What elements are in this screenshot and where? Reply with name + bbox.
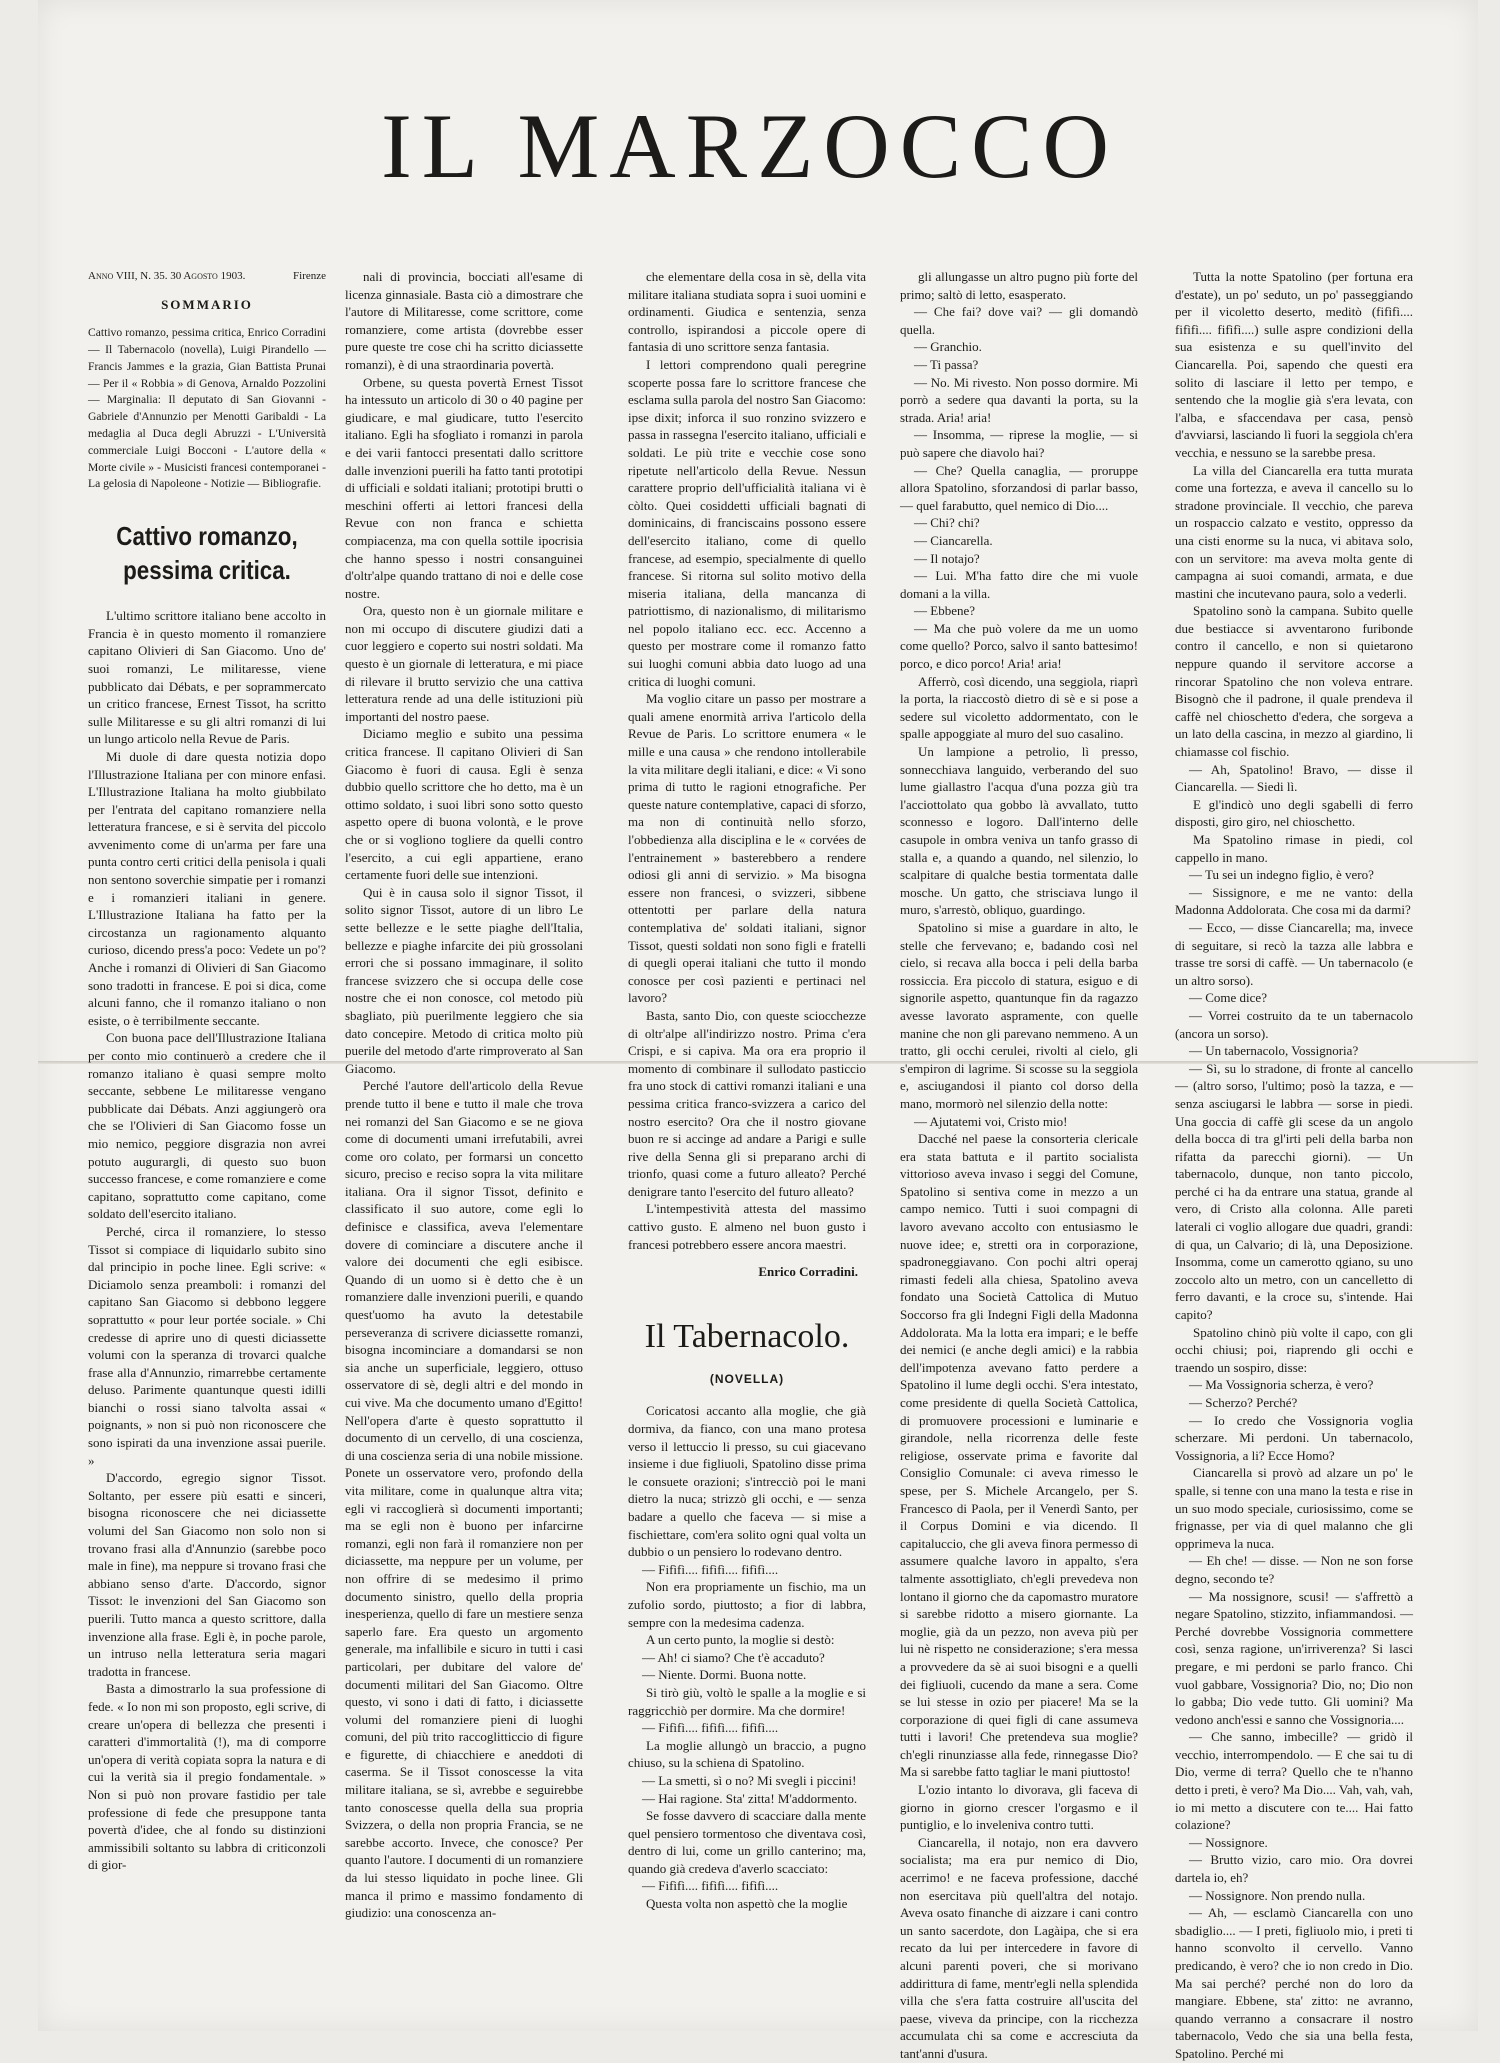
novella-paragraph: La villa del Ciancarella era tutta murata come una fortezza, e aveva il cancello su lo stradone provinciale. Il vecchio, che pareva un rospaccio calzato e vestito, oppresso da una cisti enorme su la nuca, vi abitava solo, con un servitore: ma aveva molta gente di campagna ai suoi comandi, armata, e due mastini che incutevano paura, solo a vederli. — [1175, 462, 1413, 601]
novella-paragraph: — Ah, — esclamò Ciancarella con uno sbadiglio.... — I preti, figliuolo mio, i preti ti hanno sconvolto il cervello. Vanno predicando, è vero? che io non credo in Dio. Ma sai perché? perché non do loro da mangiare. Ebbene, sta' zitto: ne avranno, quando verranno a consacrare il nostro tabernacolo, Vedo che sia una bella festa, Spatolino. Perché mi — [1175, 1905, 1413, 2061]
novella-paragraph: — Ma che può volere da me un uomo come quello? Porco, salvo il santo battesimo! porco, e dico porco! Aria! aria! — [900, 620, 1138, 672]
article-paragraph: L'ultimo scrittore italiano bene accolto in Francia è in questo momento il romanziere capitano Olivieri di San Giacomo. Uno de' suoi romanzi, Le militaresse, viene pubblicato dai Débats, e per soprammercato un critico francese, Ernest Tissot, ha scritto sulle Militaresse e su gli altri romanzi di lui un lungo articolo nella Revue de Paris. — [88, 608, 326, 747]
novella-title: Il Tabernacolo. — [644, 1317, 850, 1355]
novella-paragraph: — Che fai? dove vai? — gli domandò quella. — [900, 304, 1138, 337]
novella-paragraph: — Ah, Spatolino! Bravo, — disse il Ciancarella. — Siedi lì. — [1175, 761, 1413, 795]
novella-paragraph: — Il notajo? — [914, 550, 980, 566]
column-3 — [628, 268, 866, 1913]
novella-paragraph: — Che sanno, imbecille? — gridò il vecchio, interrompendolo. — E che sai tu di Dio, verme di terra? Quello che te n'hanno detto i preti, è vero? Ma Dio.... Vah, vah, vah, io mi metto a discutere con te.... Hai fatto colazione? — [1175, 1729, 1413, 1833]
novella-paragraph: Non era propriamente un fischio, ma un zufolio sordo, piuttosto; a fior di labbra, sempre con la medesima cadenza. — [628, 1579, 866, 1630]
novella-paragraph: — Hai ragione. Sta' zitta! M'addormento. — [642, 1790, 858, 1806]
novella-paragraph: — Fifìfì.... fifìfì.... fifìfì.... — [642, 1720, 779, 1736]
novella-paragraph: Ciancarella si provò ad alzare un po' le spalle, si tenne con una mano la testa e rise in un suo modo speciale, curiosissimo, come se frignasse, per via di quel malanno che gli opprimeva la nuca. — [1175, 1465, 1413, 1551]
novella-paragraph: — Io credo che Vossignoria voglia scherzare. Mi perdoni. Un tabernacolo, Vossignoria, a li? Ecce Homo? — [1175, 1412, 1413, 1463]
issue-place: Firenze — [293, 270, 326, 282]
novella-paragraph: — Vorrei costruito da te un tabernacolo (ancora un sorso). — [1175, 1007, 1413, 1041]
novella-paragraph: Dacché nel paese la consorteria clericale era stata battuta e il partito socialista vittorioso aveva invaso i seggi del Comune, Spatolino si sentiva come in mezzo a un campo nemico. Tutti i suoi compagni di lavoro avevano accolto con entusiasmo le nuove idee; e, stretti ora in corporazione, spadroneggiavano. Con pochi altri operaj rimasti fedeli alla chiesa, Spatolino aveva fondato una Società Cattolica di Mutuo Soccorso fra gli Indegni Figli della Madonna Addolorata. Ma la lotta era impari; e le beffe dei nemici (e anche degli amici) e la rabbia dell'impotenza avevano fatto perdere a Spatolino il lume degli occhi. S'era intestato, come presidente di quella Società Cattolica, di promuovere processioni e luminarie e girandole, nella ricorrenza delle feste religiose, osservate prima e favorite dal Consiglio Comunale: ci aveva rimesso le spese, per S. Michele Arcangelo, per S. Francesco di Paola, per il Venerdì Santo, per il Corpus Domini e via dicendo. Il capitaluccio, che gli aveva finora permesso di assumere qualche lavoro in appalto, s'era talmente assottigliato, ch'egli prevedeva non lontano il giorno che da capomastro muratore si sarebbe ridotto a misero giornante. La moglie, già da un pezzo, non aveva più per lui nè rispetto ne considerazione; s'era messa a provvedere da sè ai suoi bisogni e a quelli dei figliuoli, cucendo da mane a sera. Come se lui stesse in ozio per piacere! Ma se la corporazione di quei figli di cane assumeva tutti i lavori! Che pretendeva sua moglie? ch'egli rinunziasse alla fede, rinnegasse Dio? Ma si sarebbe fatto tagliar le mani piuttosto! — [900, 1131, 1138, 1780]
novella-paragraph: — Fifìfì.... fifìfì.... fifìfì.... — [642, 1561, 779, 1577]
novella-paragraph: gli allungasse un altro pugno più forte del primo; saltò di letto, esasperato. — [900, 269, 1138, 302]
novella-paragraph: — Nossignore. — [1189, 1834, 1268, 1850]
novella-paragraph: — Insomma, — riprese la moglie, — si può sapere che diavolo hai? — [900, 427, 1138, 460]
novella-subtitle: (NOVELLA) — [709, 1371, 785, 1386]
article-signature: Enrico Corradini. — [758, 1264, 858, 1280]
novella-paragraph: — Fifìfì.... fifìfì.... fifìfì.... — [642, 1878, 779, 1894]
novella-paragraph: Coricatosi accanto alla moglie, che già dormiva, da fianco, con una mano protesa verso il lettuccio li presso, su cui giacevano insieme i due figliuoli, Spatolino disse prima le consuete orazioni; s'intrecciò poi le mani dietro la nuca; strizzò gli occhi, e — senza badare a quello che faceva — si mise a fischiettare, com'era solito ogni qual volta un dubbio o un pensiero lo rodevano dentro. — [628, 1403, 866, 1560]
article-paragraph: Basta a dimostrarlo la sua professione di fede. « Io non mi son proposto, egli scrive, di creare un'opera di bellezza che presenti i caratteri d'immortalità (!), ma di comporre un'opera di verità copiata sopra la natura e di cui la verità sia il pregio fondamentale. » Non si può non provare fastidio per tale professione di fede che presuppone tanta povertà d'idee, che al fondo su distinzioni ammissibili soltanto su labbra di criticonzoli di gior- — [88, 1681, 326, 1873]
article-paragraph: I lettori comprendono quali peregrine scoperte possa fare lo scrittore francese che esclama sulla parola del nostro San Giacomo: ipse dixit; inforca il suo ronzino svizzero e passa in rassegna l'esercito italiano, ufficiali e soldati. Le più trite e vecchie cose sono ripetute nell'articolo della Revue. Nessun carattere proprio dell'ufficialità italiana vi è còlto. Quei cosiddetti ufficiali bagnati di dominicains, di franciscains possono essere dell'esercito italiano, come di quello francese, ad esempio, specialmente di quello francese. Si ritorna sul solito motivo della miseria italiana, della mancanza di patriottismo, di nazionalismo, di militarismo nel popolo italiano ecc. ecc. Accenno a questo per mostrare come il romanzo fatto sui luoghi comuni abbia dato luogo ad una critica di luoghi comuni. — [628, 356, 866, 689]
article-paragraph: L'intempestività attesta del massimo cattivo gusto. E almeno nel buon gusto i francesi potrebbero essere ancora maestri. — [628, 1201, 866, 1252]
novella-paragraph: Spatolino si mise a guardare in alto, le stelle che fervevano; e, badando così nel cielo, si recava alla bocca i peli della barba rossiccia. Era piccolo di statura, esiguo e di signorile aspetto, quantunque fin da ragazzo avesse lavorato aspramente, con quelle manine che non gli parevano nemmeno. A un tratto, gli occhi cerulei, rivolti al cielo, gli s'empiron di lagrime. Si scosse su la seggiola e, asciugandosi il pianto col dorso della mano, mormorò nel silenzio della notte: — [900, 919, 1138, 1111]
novella-paragraph: — Lui. M'ha fatto dire che mi vuole domani a la villa. — [900, 568, 1138, 601]
article-title — [105, 519, 310, 587]
novella-paragraph: — Ma nossignore, scusi! — s'affrettò a negare Spatolino, stizzito, infiammandosi. — Perché dovrebbe Vossignoria commettere così, senza ragione, un'irriverenza? Si lasci pregare, e mi perdoni se parlo franco. Chi vuol gabbare, Vossignoria? Dio, no; Dio non lo gabba; Dio vede tutto. Gli uomini? Ma vedono anch'essi e sanno che Vossignoria.... — [1175, 1588, 1413, 1727]
article-title-line-2: pessima critica. — [123, 555, 291, 586]
novella-paragraph: — Chi? chi? — [914, 515, 980, 531]
article-title-line-1: Cattivo romanzo, — [116, 521, 298, 552]
novella-paragraph: Ma Spatolino rimase in piedi, col cappello in mano. — [1175, 832, 1413, 865]
article-paragraph: Con buona pace dell'Illustrazione Italiana per conto mio continuerò a credere che il romanzo italiano è quasi sempre molto seccante, sebbene Le militaresse vengano pubblicate dai Débats. Anzi aggiungerò ora che se l'Olivieri di San Giacomo fosse un mio nemico, peggiore disgrazia non avrei potuto augurargli, di questo suo buon successo francese, e come romanziere e come capitano, soprattutto come capitano, come soldato dell'esercito italiano. — [88, 1030, 326, 1222]
novella-paragraph: — Ma Vossignoria scherza, è vero? — [1189, 1377, 1374, 1393]
novella-paragraph: — Niente. Dormi. Buona notte. — [642, 1667, 807, 1683]
article-paragraph: Orbene, su questa povertà Ernest Tissot ha intessuto un articolo di 30 o 40 pagine per giudicare, e mal giudicare, tutto l'esercito italiano. Egli ha sfogliato i romanzi in parola e dei varii fantocci presentati dallo scrittore dalle invenzioni puerili ha fatto tanti prototipi di ufficiali e soldati italiani; prototipi brutti o meschini offerti ai lettori francesi della Revue con non franca e schietta compiacenza, ma con quella sottile ipocrisia che hanno spesso i nostri consanguinei d'oltr'alpe quando trattano di noi e delle cose nostre. — [345, 374, 583, 601]
novella-paragraph: — Sì, su lo stradone, di fronte al cancello — (altro sorso, l'ultimo; posò la tazza, e — senza asciugarsi le labbra — sorse in piedi. Una goccia di caffè gli scese da un angolo della bocca di tra gl'irti peli della barba non rifatta da parecchi giorni). — Un tabernacolo, dunque, non tanto piccolo, perché ci ha da entrare una statua, grande al vero, di Cristo alla colonna. Alle pareti laterali ci voglio allogare due quadri, grandi: di qua, un Calvario; di là, una Deposizione. Insomma, come un camerotto qgiano, su uno zoccolo alto un metro, con un cancelletto di ferro davanti, e la croce su, s'intende. Hai capito? — [1175, 1060, 1413, 1323]
novella-paragraph: Tutta la notte Spatolino (per fortuna era d'estate), un po' seduto, un po' passeggiando per il vicoletto deserto, meditò (fifìfì.... fifìfì.... fifìfì....) sulle aspre condizioni della sua esistenza e su quell'invito del Ciancarella. Poi, sapendo che questi era solito di lasciare il letto per tempo, e sentendo che la moglie già s'era levata, con l'alba, e sfaccendava per casa, pensò d'avviarsi, lasciando lì fuori la seggiola ch'era vecchia, e nessuno se la sarebbe presa. — [1175, 269, 1413, 460]
novella-body-col3 — [628, 1402, 866, 1912]
column-5 — [1175, 268, 1413, 2063]
novella-paragraph: — Che? Quella canaglia, — proruppe allora Spatolino, sforzandosi di parlar basso, — quel farabutto, quel nemico di Dio.... — [900, 462, 1138, 513]
article-paragraph: Qui è in causa solo il signor Tissot, il solito signor Tissot, autore di un libro Le sette bellezze e le sette piaghe dell'Italia, bellezze e piaghe infarcite dei più grossolani errori che si possano immaginare, il solito francese svizzero che si occupa delle cose nostre che ei non conosce, col metodo più sbagliato, più puerilmente leggiero che sia dato concepire. Metodo di critica molto più puerile del metodo d'arte rimproverato al San Giacomo. — [345, 884, 583, 1076]
sommario-heading: SOMMARIO — [161, 296, 253, 312]
novella-paragraph: — Ti passa? — [914, 356, 979, 372]
sommario-text — [88, 325, 326, 493]
article-paragraph: Ma voglio citare un passo per mostrare a quali amene enormità arriva l'articolo della Revue de Paris. Lo scrittore enumera « le mille e una causa » che rendono intollerabile la vita militare degli italiani, e dice: « Vi sono prima di tutto le ragioni etnografiche. Per queste nature contemplative, capaci di sforzo, ma non di continuità nello sforzo, l'obbedienza alla disciplina e le « corvées de l'entrainement » basterebbero a rendere odiosi gli anni di servizio. » Ma bisogna essere non francesi, o svizzeri, sibbene ottentotti per parlare della natura contemplativa de' soldati italiani, signor Tissot, questi soldati non sono figli e fratelli di quegli operai italiani che tutto il mondo conosce per così pazienti e pertinaci nel lavoro? — [628, 691, 866, 1006]
novella-body-col4 — [900, 268, 1138, 2063]
sommario-body: Cattivo romanzo, pessima critica, Enrico Corradini — Il Tabernacolo (novella), Luigi Pirandello — Francis Jammes e la grazia, Gian Battista Prunai — Per il « Robbia » di Genova, Arnaldo Pozzolini — Marginalia: Il deputato di San Giovanni - Gabriele d'Annunzio per Menotti Garibaldi - La medaglia al Duca degli Abruzzi - L'Università commerciale Luigi Bocconi - L'autore della « Morte civile » - Musicisti francesi contemporanei - La gelosia di Napoleone - Notizie — Bibliografie. — [88, 326, 326, 491]
article-body-col3 — [628, 268, 866, 1253]
article-paragraph: Perché, circa il romanziere, lo stesso Tissot si compiace di liquidarlo subito sino dal principio in poche linee. Egli scrive: « Diciamolo senza preamboli: i romanzi del capitano San Giacomo si debbono leggere soprattutto « pour leur portée sociale. » Chi credesse di aprire uno di questi diciassette volumi con la speranza di trovarci qualche frase alla d'Annunzio, rimarrebbe certamente deluso. Parimente quantunque questi idilli bianchi o rossi siano talvolta assai « poignants, » non si può non riconoscere che sono ispirati da una invenzione assai puerile. » — [88, 1223, 326, 1468]
novella-paragraph: Si tirò giù, voltò le spalle a la moglie e si raggricchiò per dormire. Ma che dormire! — [628, 1684, 866, 1718]
article-paragraph: Ora, questo non è un giornale militare e non mi occupo di discutere giudizi dati a cuor leggiero e coperto sui nostri soldati. Ma questo è un giornale di letteratura, e mi piace di rilevare il brutto servizio che una cattiva letteratura rende ad una delle istituzioni più importanti del nostro paese. — [345, 603, 583, 724]
article-paragraph: Basta, santo Dio, con queste sciocchezze di oltr'alpe all'indirizzo nostro. Prima c'era Crispi, e si capiva. Ma ora era proprio il momento di combinare il sullodato pasticcio fra uno stock di cattivi romanzi italiani e una pessima critica franco-svizzera a carico del nostro esercito? Ora che il nostro giovane buon re si accinge ad andare a Parigi e sulle rive della Senna gli si preparano archi di trionfo, quasi come a futuro alleato? Perché denigrare tanto l'esercito del futuro alleato? — [628, 1007, 866, 1199]
novella-paragraph: — Ciancarella. — [914, 532, 993, 548]
novella-paragraph: — Come dice? — [1189, 990, 1267, 1006]
issue-info — [88, 268, 326, 286]
novella-paragraph: Afferrò, così dicendo, una seggiola, riaprì la porta, la riaccostò dietro di sè e si pose a sedere sul vicoletto addormentato, con le spalle appoggiate al muro del suo casalino. — [900, 673, 1138, 742]
novella-paragraph: — Scherzo? Perché? — [1189, 1395, 1298, 1410]
novella-paragraph: Ciancarella, il notajo, non era davvero socialista; ma era pur nemico di Dio, acerrimo! e ne faceva professione, dacché non esercitava più quell'altra del notajo. Aveva osato finanche di aizzare i cani contro un santo sacerdote, don Lagàipa, che si era recato da lui per intercedere in favore di alcuni parenti poveri, che si morivano addirittura di fame, mentr'egli nella splendida villa che s'era fatta costruire all'uscita del paese, viveva da principe, con la ricchezza accumulata chi sa come e accresciuta da tant'anni d'usura. — [900, 1834, 1138, 2061]
novella-paragraph: — No. Mi rivesto. Non posso dormire. Mi porrò a sedere qua davanti la porta, su la strada. Aria! aria! — [900, 374, 1138, 425]
novella-paragraph: — Granchio. — [914, 339, 982, 355]
article-paragraph: D'accordo, egregio signor Tissot. Soltanto, per essere più esatti e sinceri, bisogna riconoscere che nei diciassette volumi del San Giacomo non solo non si trovano frasi alla d'Annunzio (sarebbe poco male in fine), ma neppure si trovano frasi che abbiano senso d'arte. D'accordo, signor Tissot: le invenzioni del San Giacomo son puerili. Tutto manca a questo scrittore, dalla invenzione alla frase. Egli è, in poche parole, un intruso nella letteratura seria magari tradotta in francese. — [88, 1470, 326, 1679]
novella-paragraph: La moglie allungò un braccio, a pugno chiuso, su la schiena di Spatolino. — [628, 1737, 866, 1771]
novella-paragraph: — Ebbene? — [914, 603, 976, 619]
novella-paragraph: A un certo punto, la moglie si destò: — [646, 1632, 835, 1648]
column-1 — [88, 268, 326, 1874]
novella-paragraph: — Nossignore. Non prendo nulla. — [1189, 1887, 1366, 1903]
article-body-col1 — [88, 607, 326, 1874]
article-paragraph: Mi duole di dare questa notizia dopo l'Illustrazione Italiana per con minore enfasi. L'Illustrazione Italiana ha molto giubbilato per l'entrata del capitano romanziere nella letteratura francese, e si è servita del piccolo avvenimento come di un'arma per fare una punta contro certi critici della penisola i quali non sentono soverchie simpatie per i romanzi e i romanzieri italiani in genere. L'Illustrazione Italiana ha fatto per la circostanza un ragionamento alquanto curioso, dicendo press'a poco: Vedete un po'? Anche i romanzi di Olivieri di San Giacomo sono tradotti in francese. E poi si dica, come alcuni fanno, che il romanzo italiano o non esiste, o è terribilmente seccante. — [88, 748, 326, 1028]
article-paragraph: Perché l'autore dell'articolo della Revue prende tutto il bene e tutto il male che trova nei romanzi del San Giacomo e se ne giova come di documenti umani irrefutabili, avrei come oro colato, per formarsi un concetto sicuro, preciso e reciso sopra la vita militare italiana. Ora il signor Tissot, definito e classificato il suo autore, come egli lo definisce e classifica, aveva l'elementare dovere di cominciare a discutere anche il valore dei documenti che egli esibisce. Quando di un uomo si è detto che è un romanziere dalle invenzioni puerili, e quando quest'uomo ha avuto la detestabile perseveranza di scrivere diciassette romanzi, bisogna incominciare a domandarsi se non sia anche un superficiale, leggiero, ottuso osservatore di sè, degli altri e del mondo in cui vive. Ma che documento umano d'Egitto! Nell'opera d'arte è questo soprattutto il documento di un cervello, di una coscienza, di una coscienza seria di una nobile missione. Ponete un osservatore vero, profondo della vita militare, come in qualunque altra vita; egli vi raccoglierà sì documenti importanti; ma se egli non è buono per infarcirne romanzi, egli non farà il romanziere non per diciassette, ma neppure per un volume, per non offrire di se medesimo il primo documento sinistro, quello della propria inesperienza, quello di fare un mestiere senza saperlo fare. Era questo un argomento generale, ma infallibile e sicuro in tutti i casi particolari, per dubitare del valore de' documenti militari del San Giacomo. Oltre questo, vi sono i dati di fatto, i diciassette volumi del romanziere pieni di luoghi comuni, del più trito raccoglitticcio di figure e figurette, di chiacchiere e aneddoti di caserma. Se il Tissot conoscesse la vita militare italiana, se sì, avrebbe e seguirebbe tanto conoscesse quella della sua propria Svizzera, o della non propria Francia, se ne sarebbe accorto. Invece, che conosce? Per quanto l'autore. I documenti di un romanziere da lui stesso liquidato in poche linee. Gli manca il primo e massimo fondamento di giudizio: una conoscenza an- — [345, 1078, 583, 1921]
novella-paragraph: — Ecco, — disse Ciancarella; ma, invece di seguitare, si recò la tazza alle labbra e trasse tre sorsi di caffè. — Un tabernacolo (e un altro sorso). — [1175, 919, 1413, 988]
novella-body-col5 — [1175, 268, 1413, 2063]
novella-paragraph: — Eh che! — disse. — Non ne son forse degno, secondo te? — [1175, 1553, 1413, 1586]
article-body-col2 — [345, 268, 583, 1922]
issue-number-date: Anno VIII, N. 35. 30 Agosto 1903. — [88, 270, 246, 282]
novella-paragraph: Spatolino chinò più volte il capo, con gli occhi chiusi; poi, riaprendo gli occhi e traendo un sospiro, disse: — [1175, 1324, 1413, 1375]
novella-paragraph: — Tu sei un indegno figlio, è vero? — [1189, 867, 1374, 883]
column-2 — [345, 268, 583, 1922]
novella-paragraph: — Sissignore, e me ne vanto: della Madonna Addolorata. Che cosa mi da darmi? — [1175, 884, 1413, 918]
novella-paragraph: E gl'indicò uno degli sgabelli di ferro disposti, giro giro, nel chioschetto. — [1175, 796, 1413, 830]
article-paragraph: che elementare della cosa in sè, della vita militare italiana studiata sopra i suoi uomini e ordinamenti. Giudica e sentenzia, senza controllo, ispirandosi a piccole opere di fantasia di uno scrittore senza fantasia. — [628, 269, 866, 355]
novella-paragraph: Un lampione a petrolio, lì presso, sonnecchiava languido, verberando del suo lume giallastro l'acqua d'una pozza giù tra l'acciottolato qua gobbo là avvallato, tutto sconnesso e logoro. Dall'interno delle casupole in ombra veniva un tanfo grasso di stalla e, a quando a quando, nel silenzio, lo scalpitare di qualche bestia tormentata dalle mosche. Un gatto, che strisciava lungo il muro, s'arrestò, obliquo, guardingo. — [900, 744, 1138, 918]
novella-paragraph: Spatolino sonò la campana. Subito quelle due bestiacce si avventarono furibonde contro il cancello, e non si quietarono neppure quando il servitore accorse a rincorar Spatolino che non voleva entrare. Bisognò che il padrone, il quale prendeva il caffè nel chioschetto d'edera, che sorgeva a un lato della cascina, in mezzo al giardino, li chiamasse col fischio. — [1175, 603, 1413, 760]
novella-paragraph: — Un tabernacolo, Vossignoria? — [1189, 1043, 1359, 1059]
article-paragraph: Diciamo meglio e subito una pessima critica francese. Il capitano Olivieri di San Giacomo è fuori di causa. Egli è senza dubbio quello scrittore che ho detto, ma è un ottimo soldato, i suoi libri sono sotto questo aspetto opere di buona volontà, e le prove che or si vogliono togliere da quelli contro l'esercito, a cui egli appartiene, erano certamente fuori delle sue intenzioni. — [345, 726, 583, 883]
novella-paragraph: — Brutto vizio, caro mio. Ora dovrei dartela io, eh? — [1175, 1852, 1413, 1886]
article-paragraph: nali di provincia, bocciati all'esame di licenza ginnasiale. Basta ciò a dimostrare che l'autore di Militaresse, come scrittore, come romanziere, come artista (dovrebbe esser pure queste tre cose chi ha scritto diciassette romanzi), è di una straordinaria povertà. — [345, 269, 583, 372]
novella-paragraph: Questa volta non aspettò che la moglie — [646, 1896, 848, 1912]
novella-paragraph: — Ajutatemi voi, Cristo mio! — [914, 1113, 1068, 1129]
column-4 — [900, 268, 1138, 2063]
novella-paragraph: — Ah! ci siamo? Che t'è accaduto? — [642, 1649, 825, 1665]
masthead: IL MARZOCCO — [381, 95, 1119, 197]
novella-paragraph: — La smetti, sì o no? Mi svegli i piccini! — [642, 1772, 857, 1788]
novella-paragraph: Se fosse davvero di scacciare dalla mente quel pensiero tormentoso che diventava così, dentro di lui, come un grillo canterino; ma, quando già credeva d'averlo scacciato: — [628, 1808, 866, 1876]
novella-paragraph: L'ozio intanto lo divorava, gli faceva di giorno in giorno crescer l'orgasmo e il puntiglio, e lo inveleniva contro tutti. — [900, 1782, 1138, 1833]
